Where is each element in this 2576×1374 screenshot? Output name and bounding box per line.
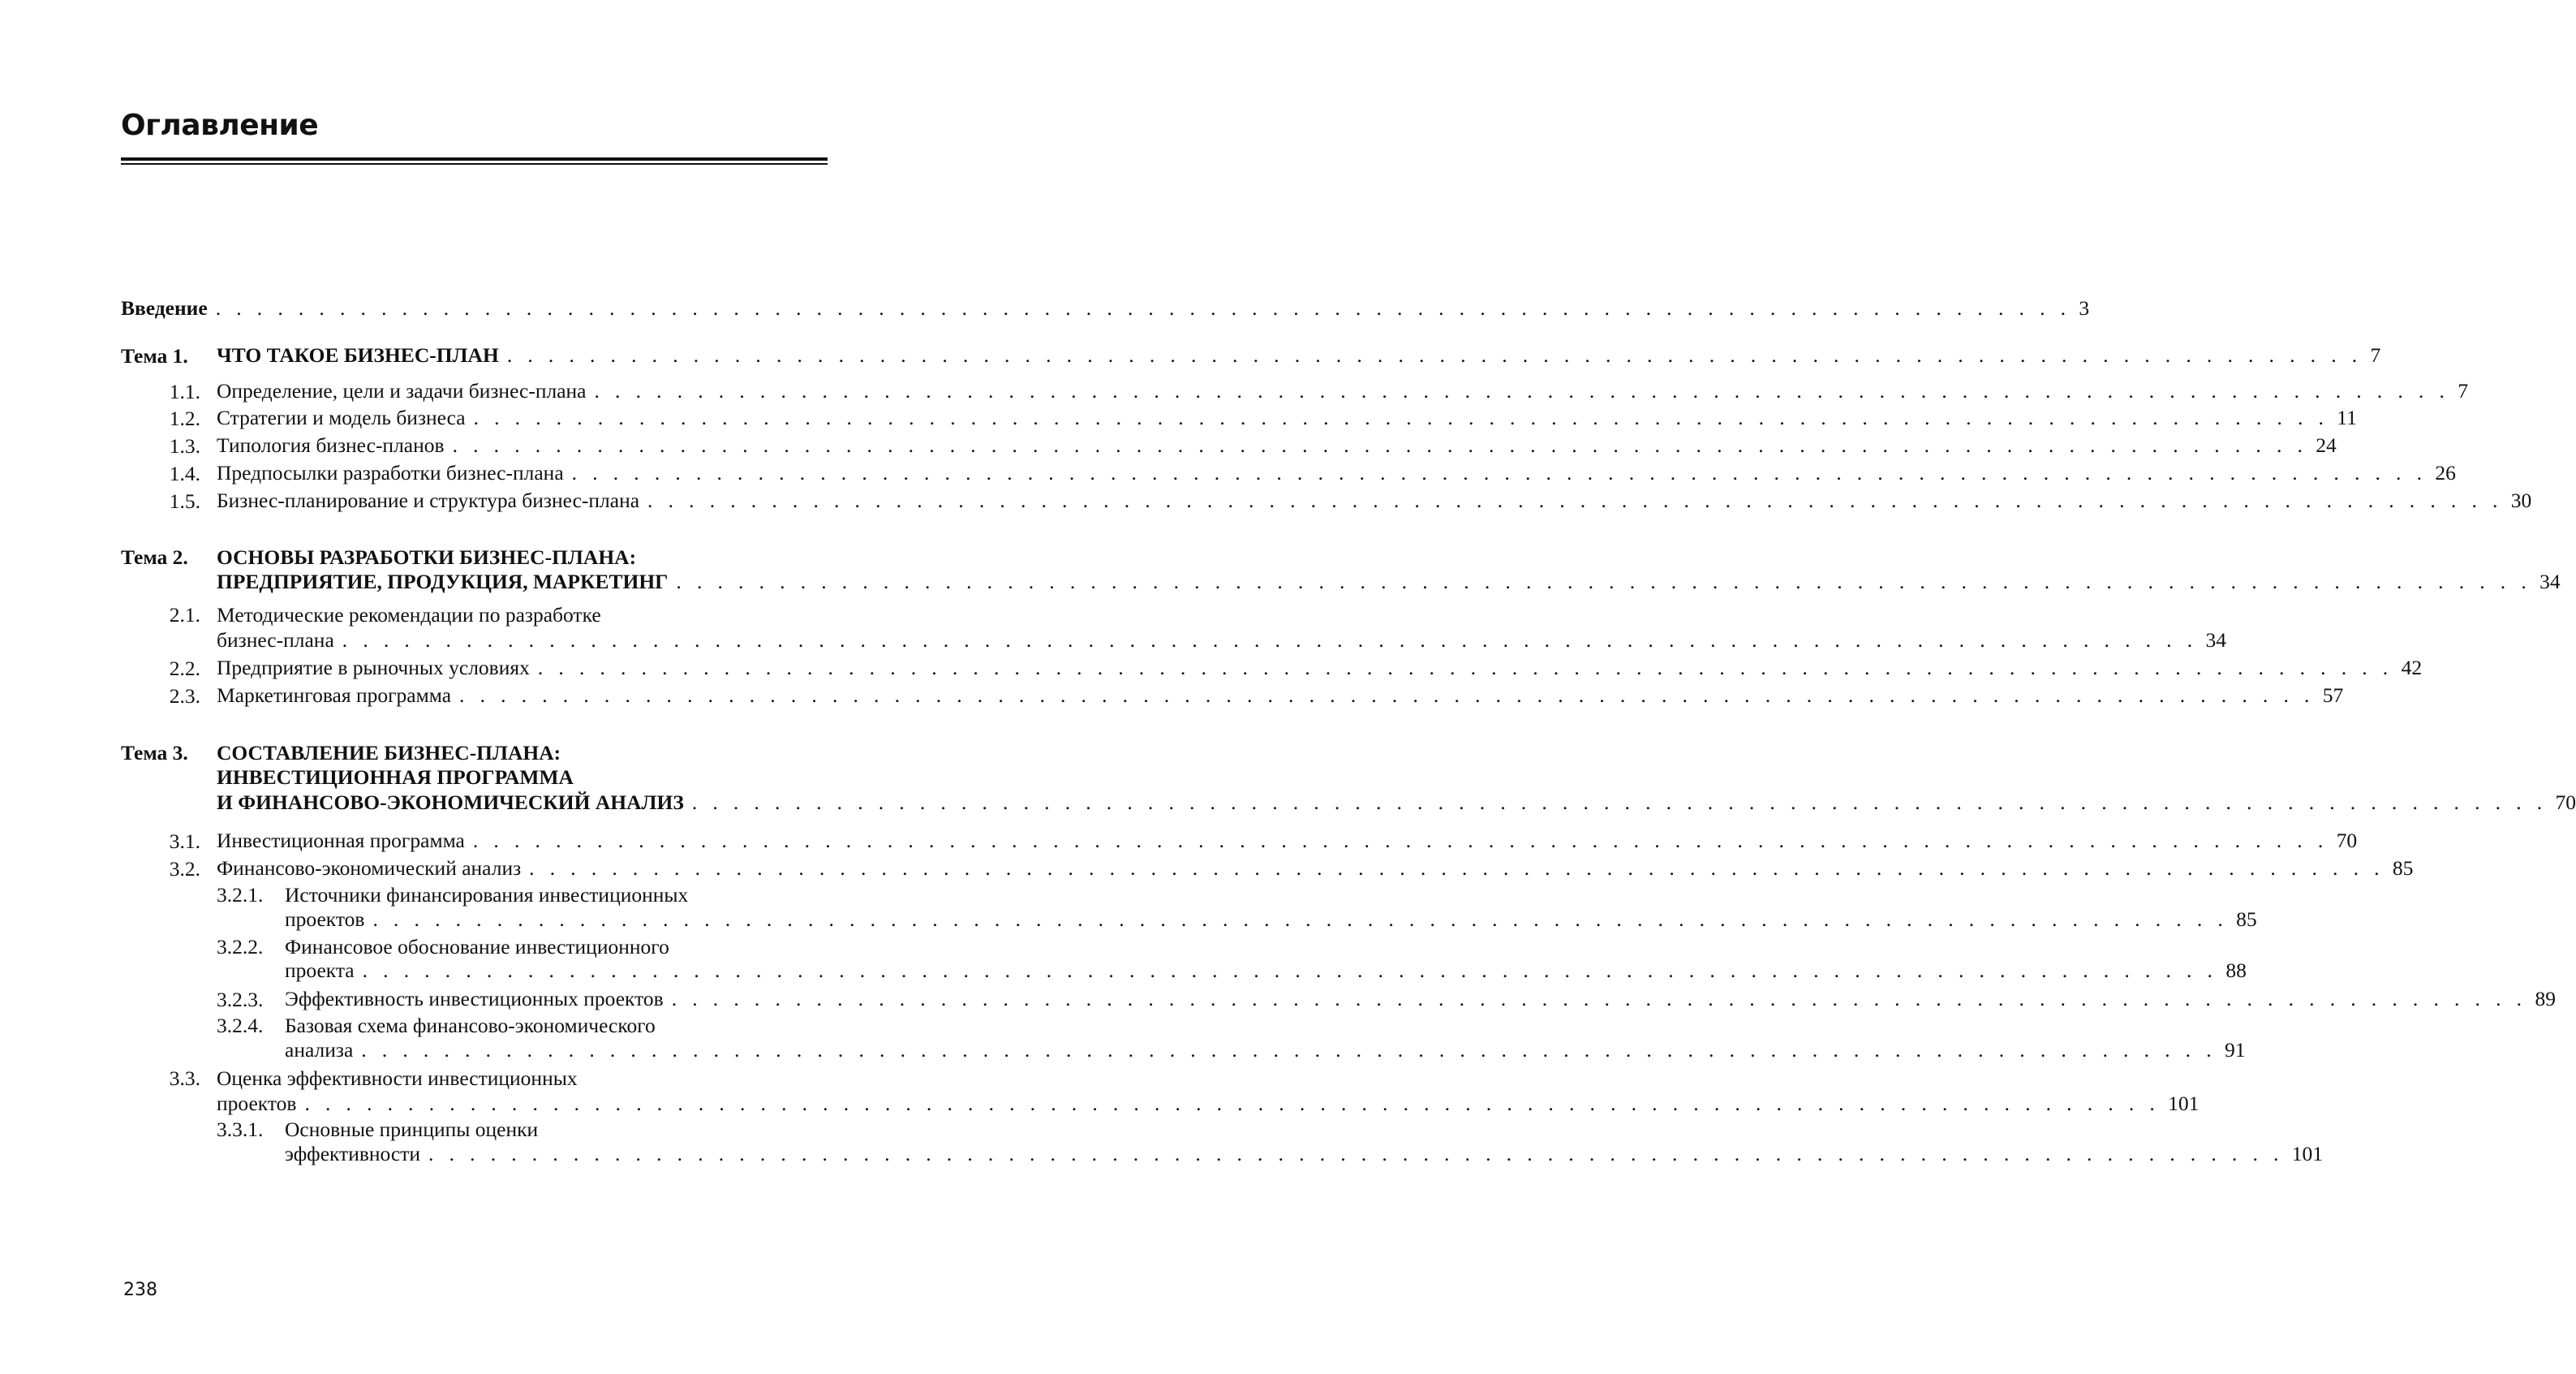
toc-entry-title-line: Оценка эффективности инвестиционных (217, 1066, 578, 1090)
toc-page-number: 26 (2435, 460, 2456, 485)
toc-entry-section[interactable] (217, 626, 2226, 652)
toc-entry-section[interactable] (217, 403, 2357, 429)
topic-label: Тема 1. (121, 344, 188, 368)
subsection-number: 3.2.3. (217, 988, 264, 1011)
toc-entry-title: Типология бизнес-планов (217, 433, 445, 457)
toc-entry-section[interactable] (217, 854, 2414, 880)
section-number: 2.3. (169, 684, 200, 708)
toc-leader: . . . . . . . . . . . . . . . . . . . . . . . . . . . . . . . . . . . . . . . . . . . . . . . . . . . . . . . . . . . . . . . . . . . . . . . . . . . . . . . . . . . . . . . . . . (361, 1037, 2217, 1062)
toc-leader: . . . . . . . . . . . . . . . . . . . . . . . . . . . . . . . . . . . . . . . . . . . . . . . . . . . . . . . . . . . . . . . . . . . . . . . . . . . . . . . . . . . . . . . . . . (304, 1091, 2161, 1115)
toc-entry-section[interactable] (217, 826, 2358, 852)
toc-entry-section[interactable] (217, 486, 2532, 512)
toc-leader: . . . . . . . . . . . . . . . . . . . . . . . . . . . . . . . . . . . . . . . . . . . . . . . . . . . . . . . . . . . . . . . . . . . . . . . . . . . . . . . . . . . . . . . . . . (594, 378, 2450, 403)
subsection-number: 3.2.1. (217, 883, 264, 907)
toc-page-number: 101 (2291, 1141, 2324, 1165)
toc-entry-subsection[interactable] (285, 1036, 2246, 1062)
toc-entry-title: И ФИНАНСОВО-ЭКОНОМИЧЕСКИЙ АНАЛИЗ (217, 790, 684, 814)
toc-leader: . . . . . . . . . . . . . . . . . . . . . . . . . . . . . . . . . . . . . . . . . . . . . . . . . . . . . . . . . . . . . . . . . . . . . . . . . . . . . . . . . . . . . . . . . . (342, 627, 2198, 652)
toc-entry-topic-3[interactable] (217, 788, 2576, 814)
section-number: 2.1. (169, 603, 200, 627)
section-number: 3.3. (169, 1066, 200, 1090)
toc-leader: . . . . . . . . . . . . . . . . . . . . . . . . . . . . . . . . . . . . . . . . . . . . . . . . . . . . . . . . . . . . . . . . . . . . . . . . . . . . . . . . . . . . . . . . . . (676, 569, 2532, 593)
toc-page-number: 70 (2555, 790, 2576, 814)
toc-page-number: 30 (2510, 488, 2532, 512)
toc-leader: . . . . . . . . . . . . . . . . . . . . . . . . . . . . . . . . . . . . . . . . . . . . . . . . . . . . . . . . . . . . . . . . . . . . . . . . . . . . . . . . . . . . . . . . . . (506, 342, 2363, 367)
section-number: 3.2. (169, 857, 200, 881)
page-title: Оглавление (121, 109, 319, 142)
toc-leader: . . . . . . . . . . . . . . . . . . . . . . . . . . . . . . . . . . . . . . . . . . . . . . . . . . . . . . . . . . . . . . . . . . . . . . . . . . . . . . . . . . . . . . . . . . (571, 460, 2428, 485)
toc-entry-title-line: ИНВЕСТИЦИОННАЯ ПРОГРАММА (217, 765, 574, 789)
topic-label: Тема 2. (121, 545, 188, 569)
subsection-number: 3.3.1. (217, 1118, 264, 1141)
toc-page-number: 89 (2535, 986, 2556, 1010)
toc-leader: . . . . . . . . . . . . . . . . . . . . . . . . . . . . . . . . . . . . . . . . . . . . . . . . . . . . . . . . . . . . . . . . . . . . . . . . . . . . . . . . . . . . . . . . . . (473, 405, 2329, 429)
toc-entry-section[interactable] (217, 653, 2423, 679)
toc-entry-title: Бизнес-планирование и структура бизнес-плана (217, 488, 640, 512)
section-number: 2.2. (169, 657, 200, 680)
toc-leader: . . . . . . . . . . . . . . . . . . . . . . . . . . . . . . . . . . . . . . . . . . . . . . . . . . . . . . . . . . . . . . . . . . . . . . . . . . . . . . . . . . . . . . . . . . (691, 790, 2548, 814)
section-number: 1.5. (169, 489, 200, 513)
toc-entry-intro[interactable] (121, 294, 2090, 320)
toc-entry-title: анализа (285, 1037, 354, 1062)
toc-page-number: 34 (2539, 569, 2561, 593)
toc-page-number: 70 (2336, 828, 2358, 852)
subsection-number: 3.2.4. (217, 1014, 264, 1037)
toc-leader: . . . . . . . . . . . . . . . . . . . . . . . . . . . . . . . . . . . . . . . . . . . . . . . . . . . . . . . . . . . . . . . . . . . . . . . . . . . . . . . . . . . . . . . . . . (362, 958, 2218, 982)
section-number: 1.3. (169, 434, 200, 458)
section-number: 3.1. (169, 829, 200, 853)
toc-entry-title-line: ОСНОВЫ РАЗРАБОТКИ БИЗНЕС-ПЛАНА: (217, 545, 637, 569)
toc-leader: . . . . . . . . . . . . . . . . . . . . . . . . . . . . . . . . . . . . . . . . . . . . . . . . . . . . . . . . . . . . . . . . . . . . . . . . . . . . . . . . . . . . . . . . . . (537, 655, 2393, 679)
toc-entry-title: ПРЕДПРИЯТИЕ, ПРОДУКЦИЯ, МАРКЕТИНГ (217, 569, 669, 593)
toc-entry-title: эффективности (285, 1141, 421, 1165)
toc-page-number: 11 (2337, 405, 2357, 429)
toc-page-number: 101 (2168, 1091, 2200, 1115)
toc-entry-title: Определение, цели и задачи бизнес-плана (217, 378, 587, 403)
toc-entry-title: Финансово-экономический анализ (217, 855, 522, 880)
toc-leader: . . . . . . . . . . . . . . . . . . . . . . . . . . . . . . . . . . . . . . . . . . . . . . . . . . . . . . . . . . . . . . . . . . . . . . . . . . . . . . . . . . . . . . . . . . (459, 683, 2315, 707)
toc-entry-subsection[interactable] (285, 956, 2247, 982)
toc-page-number: 57 (2322, 683, 2344, 707)
toc-entry-section[interactable] (217, 377, 2468, 403)
toc-entry-title: Предпосылки разработки бизнес-плана (217, 460, 564, 485)
toc-page-number: 88 (2226, 958, 2247, 982)
toc-entry-title: Стратегии и модель бизнеса (217, 405, 466, 429)
toc-page-number: 85 (2392, 855, 2414, 880)
toc-page-number: 85 (2236, 907, 2257, 931)
toc-entry-title-line: СОСТАВЛЕНИЕ БИЗНЕС-ПЛАНА: (217, 741, 561, 765)
toc-entry-title-line: Основные принципы оценки (285, 1118, 539, 1141)
toc-page-number: 91 (2225, 1037, 2246, 1062)
section-number: 1.4. (169, 462, 200, 485)
toc-entry-title: Инвестиционная программа (217, 828, 465, 852)
toc-entry-section[interactable] (217, 459, 2456, 485)
toc-leader: . . . . . . . . . . . . . . . . . . . . . . . . . . . . . . . . . . . . . . . . . . . . . . . . . . . . . . . . . . . . . . . . . . . . . . . . . . . . . . . . . . . . . . . . . . (472, 828, 2329, 852)
topic-label: Тема 3. (121, 741, 188, 765)
toc-entry-section[interactable] (217, 1089, 2200, 1115)
subsection-number: 3.2.2. (217, 935, 264, 958)
toc-page-number: 34 (2205, 627, 2226, 652)
toc-entry-title-line: Источники финансирования инвестиционных (285, 883, 689, 907)
toc-page-number: 42 (2401, 655, 2423, 679)
toc-entry-subsection[interactable] (285, 905, 2257, 931)
toc-entry-title: Эффективность инвестиционных проектов (285, 986, 664, 1010)
toc-entry-title: проекта (285, 958, 355, 982)
toc-entry-title-line: Базовая схема финансово-экономического (285, 1014, 656, 1037)
table-of-contents (121, 0, 2576, 1374)
page-folio-number: 238 (123, 1280, 157, 1300)
toc-entry-section[interactable] (217, 681, 2344, 707)
toc-page-number: 24 (2316, 433, 2337, 457)
toc-entry-title-line: Методические рекомендации по разработке (217, 603, 601, 627)
toc-entry-topic-2[interactable] (217, 567, 2561, 593)
toc-entry-subsection[interactable] (285, 984, 2556, 1010)
toc-leader: . . . . . . . . . . . . . . . . . . . . . . . . . . . . . . . . . . . . . . . . . . . . . . . . . . . . . . . . . . . . . . . . . . . . . . . . . . . . . . . . . . . . . . . . . . (671, 986, 2527, 1010)
toc-page-number: 3 (2079, 295, 2090, 320)
toc-page-number: 7 (2370, 342, 2381, 367)
toc-entry-title: Введение (121, 295, 208, 320)
toc-entry-section[interactable] (217, 431, 2337, 457)
toc-entry-title: ЧТО ТАКОЕ БИЗНЕС-ПЛАН (217, 342, 499, 367)
toc-leader: . . . . . . . . . . . . . . . . . . . . . . . . . . . . . . . . . . . . . . . . . . . . . . . . . . . . . . . . . . . . . . . . . . . . . . . . . . . . . . . . . . . . . . . . . . (372, 907, 2229, 931)
toc-page-number: 7 (2458, 378, 2468, 403)
toc-leader: . . . . . . . . . . . . . . . . . . . . . . . . . . . . . . . . . . . . . . . . . . . . . . . . . . . . . . . . . . . . . . . . . . . . . . . . . . . . . . . . . . . . . . . . . . (647, 488, 2503, 512)
toc-entry-topic-1[interactable] (217, 341, 2381, 367)
toc-leader: . . . . . . . . . . . . . . . . . . . . . . . . . . . . . . . . . . . . . . . . . . . . . . . . . . . . . . . . . . . . . . . . . . . . . . . . . . . . . . . . . . . . . . . . . . (215, 295, 2071, 320)
toc-leader: . . . . . . . . . . . . . . . . . . . . . . . . . . . . . . . . . . . . . . . . . . . . . . . . . . . . . . . . . . . . . . . . . . . . . . . . . . . . . . . . . . . . . . . . . . (452, 433, 2308, 457)
toc-entry-subsection[interactable] (285, 1139, 2324, 1165)
toc-entry-title-line: Финансовое обоснование инвестиционного (285, 935, 669, 958)
toc-entry-title: Маркетинговая программа (217, 683, 452, 707)
toc-entry-title: бизнес-плана (217, 627, 334, 652)
toc-entry-title: проектов (217, 1091, 297, 1115)
toc-leader: . . . . . . . . . . . . . . . . . . . . . . . . . . . . . . . . . . . . . . . . . . . . . . . . . . . . . . . . . . . . . . . . . . . . . . . . . . . . . . . . . . . . . . . . . . (428, 1141, 2284, 1165)
toc-leader: . . . . . . . . . . . . . . . . . . . . . . . . . . . . . . . . . . . . . . . . . . . . . . . . . . . . . . . . . . . . . . . . . . . . . . . . . . . . . . . . . . . . . . . . . . (529, 855, 2385, 880)
section-number: 1.2. (169, 407, 200, 430)
toc-entry-title: проектов (285, 907, 365, 931)
toc-entry-title: Предприятие в рыночных условиях (217, 655, 530, 679)
section-number: 1.1. (169, 380, 200, 403)
